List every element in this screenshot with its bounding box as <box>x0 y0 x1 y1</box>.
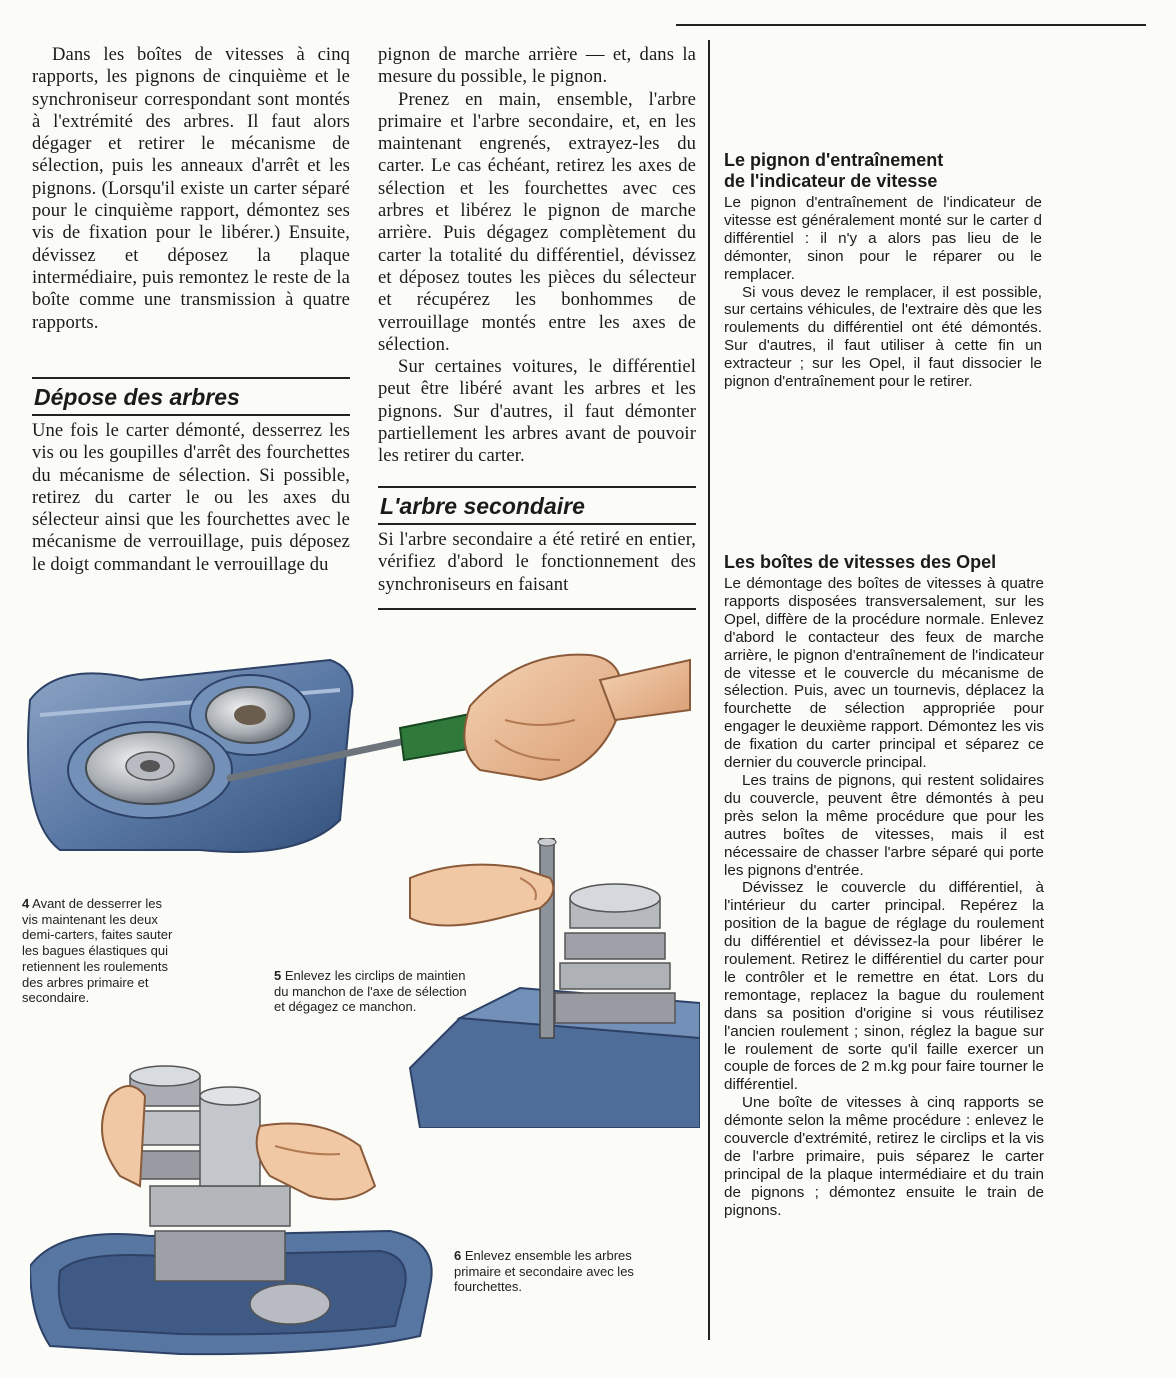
caption-4-text: Avant de desserrer les vis maintenant les deux demi-carters, faites sauter les bagues élastiques qui retiennent les roulements des arbres primaire et secondaire. <box>22 896 173 1006</box>
col3-paragraph-6: Une boîte de vitesses à cinq rapports se démonte selon la même procédure : enlevez le couvercle d'extrémité, retirez le circlips et la vis de l'arbre primaire, puis séparez le carter principal de la plaque intermédiaire et du train de pignons ; démontez ensuite le train de pignons. <box>724 1094 1044 1219</box>
heading-opel: Les boîtes de vitesses des Opel <box>724 552 997 572</box>
col1-section <box>32 377 350 416</box>
col1-paragraph-1: Dans les boîtes de vitesses à cinq rapports, les pignons de cinquième et le synchroniseur correspondant sont montés à l'extrémité des arbres. Il faut alors dégager et retirer le mécanisme de sélection, puis les anneaux d'arrêt et les pignons. (Lorsqu'il existe un carter séparé pour le cinquième rapport, démontez ses vis de fixation pour le libérer.) Ensuite, dévissez et déposez la plaque intermédiaire, puis remontez le reste de la boîte comme une transmission à quatre rapports. <box>32 44 350 333</box>
caption-6-text: Enlevez ensemble les arbres primaire et secondaire avec les fourchettes. <box>454 1248 634 1295</box>
column-2-lower <box>378 529 696 596</box>
col3-paragraph-4: Les trains de pignons, qui restent solidaires du couvercle, peuvent être démontés à peu près selon la même procédure que pour les autres boîtes de vitesses, mais il est nécessaire de chasser l'arbre séparé qui porte les pignons d'entrée. <box>724 771 1044 879</box>
heading-pignon-line-2: de l'indicateur de vitesse <box>724 171 938 191</box>
column-2-bottom-rule <box>378 608 696 610</box>
col3-paragraph-1: Le pignon d'entraînement de l'indicateur de vitesse est généralement monté sur le carter d différentiel : il n'y a alors pas lieu de le démonter, sinon pour le réparer ou le remplacer. <box>724 194 1042 283</box>
caption-5-number: 5 <box>274 968 282 983</box>
column-1-lower <box>32 420 350 576</box>
col1-paragraph-2: Une fois le carter démonté, desserrez les vis ou les goupilles d'arrêt des fourchettes du mécanisme de sélection. Si possible, retirez du carter le ou les axes du sélecteur ainsi que les fourchettes avec le mécanisme de verrouillage, puis déposez le doigt commandant le verrouillage du <box>32 420 350 575</box>
column-3-text-1 <box>724 194 1042 391</box>
col2-section <box>378 486 696 525</box>
caption-5 <box>274 968 479 1015</box>
section-heading-arbre-secondaire: L'arbre secondaire <box>378 486 696 525</box>
column-divider <box>708 40 710 1340</box>
caption-5-text: Enlevez les circlips de maintien du manchon de l'axe de sélection et dégagez ce manchon. <box>274 968 467 1015</box>
column-3-bottom <box>724 552 1044 1220</box>
caption-4 <box>22 896 177 1006</box>
caption-6-number: 6 <box>454 1248 462 1263</box>
col2-paragraph-2: Prenez en main, ensemble, l'arbre primaire et l'arbre secondaire, et, en les maintenant engrenés, extrayez-les du carter. Le cas échéant, retirez les axes de sélection et les fourchettes avec ces arbres et libérez le pignon de marche arrière. Puis dégagez complètement du carter la totalité du différentiel, dévissez et déposez toutes les pièces du sélecteur et récupérez les bonhommes de verrouillage montés entre les axes de sélection. <box>378 88 696 355</box>
illustration-6-shafts-removal <box>30 1036 450 1356</box>
caption-6 <box>454 1248 674 1295</box>
column-3-top <box>724 150 1042 391</box>
col2-paragraph-4: Si l'arbre secondaire a été retiré en entier, vérifiez d'abord le fonctionnement des synchroniseurs en faisant <box>378 529 696 595</box>
section-heading-depose: Dépose des arbres <box>32 377 350 416</box>
col3-paragraph-3: Le démontage des boîtes de vitesses à quatre rapports disposées transversalement, sur les Opel, diffère de la procédure normale. Enlevez d'abord le contacteur des feux de marche arrière, le pignon d'entraînement de l'indicateur de vitesse et le couvercle du mécanisme de sélection. Puis, avec un tournevis, déplacez la fourchette de sélection appropriée pour engager le deuxième rapport. Démontez les vis de fixation du carter principal et séparez ce dernier du couvercle principal. <box>724 575 1044 772</box>
caption-4-number: 4 <box>22 896 30 911</box>
col3-paragraph-5: Dévissez le couvercle du différentiel, à l'intérieur du carter principal. Repérez la position de la bague de réglage du roulement du différentiel et dévissez-la pour libérer le roulement. Retirez le différentiel du carter pour le contrôler et le remettre en état. Lors du remontage, replacez la bague du roulement dans sa position d'origine si vous réutilisez l'ancien roulement ; sinon, réglez la bague sur le roulement de sorte qu'il faille exercer un couple de forces de 2 m.kg pour faire tourner le différentiel. <box>724 879 1044 1094</box>
heading-pignon-line-1: Le pignon d'entraînement <box>724 150 944 170</box>
column-2 <box>378 44 696 468</box>
column-3-text-2 <box>724 575 1044 1220</box>
column-1 <box>32 44 350 334</box>
col2-paragraph-1: pignon de marche arrière — et, dans la mesure du possible, le pignon. <box>378 44 696 88</box>
top-rule <box>676 24 1146 26</box>
col3-paragraph-2: Si vous devez le remplacer, il est possible, sur certains véhicules, de l'extraire dès que les roulements du différentiel ont été démontés. Sur d'autres, il faut utiliser à cette fin un extracteur ; sur les Opel, il faut dissocier le pignon d'entraînement pour le retirer. <box>724 283 1042 391</box>
col2-paragraph-3: Sur certaines voitures, le différentiel peut être libéré avant les arbres et les pignons. Sur d'autres, il faut démonter partiellement les arbres avant de pouvoir les retirer du carter. <box>378 356 696 467</box>
